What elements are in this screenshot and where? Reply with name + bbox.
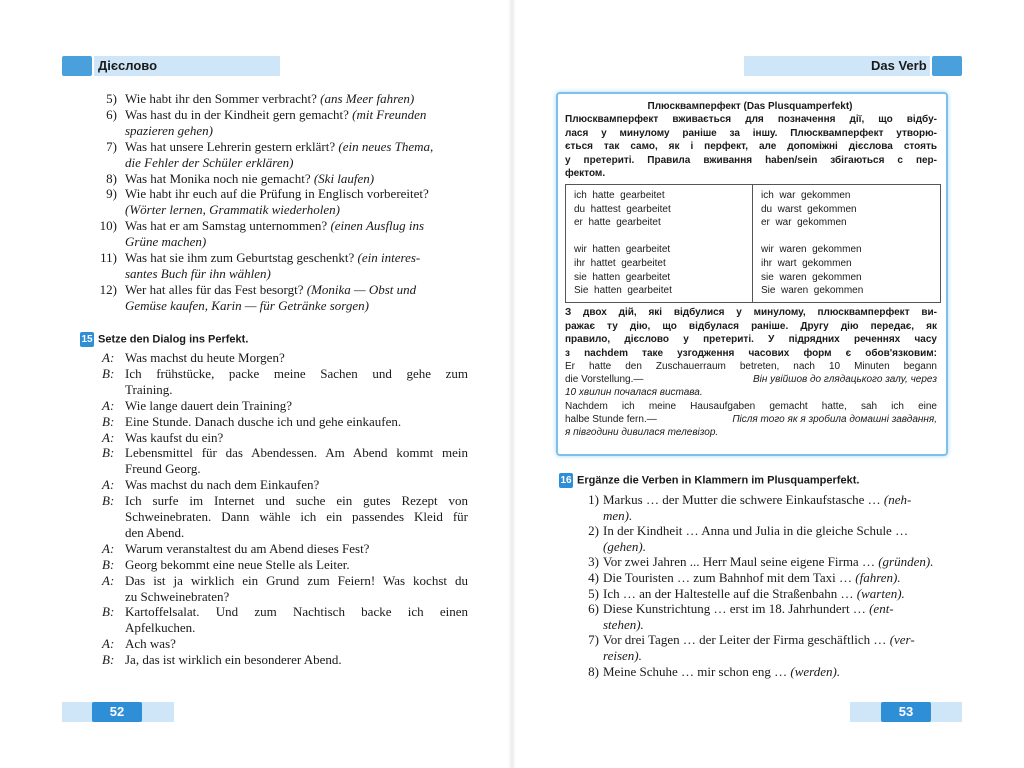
dialog-speaker: B: [102,493,115,509]
ex16-sentence: Meine Schuhe … mir schon eng … [603,663,791,679]
book-spine [508,0,516,768]
grammar-intro-line: у претериті. Правила вживання haben/sein збігаються с пер- [565,154,937,166]
ex16-verb-hint: (ver- [889,632,915,648]
ex14-question: Wie habt ihr den Sommer verbracht? [125,91,321,106]
ex16-item-line [588,601,894,617]
dialog-speaker: A: [102,350,115,365]
ex14-hint: (Monika — Obst und [306,281,417,297]
conjugation-sein-row: ich war gekommen [761,190,851,201]
dialog-speaker: B: [102,556,115,572]
ex14-hint: santes Buch für ihn wählen) [125,265,271,281]
ex16-verb-hint: (fahren). [855,570,901,585]
ex14-hint: (ein neues Thema, [338,138,434,154]
ex14-question: Was hat sie ihm zum Geburtstag geschenkt? [125,250,358,265]
header-title-right: Das Verb [871,58,927,73]
exercise-16-heading [559,473,859,488]
ex14-hint: (mit Freunden [352,106,427,122]
dialog-line: Ja, das ist wirklich ein besonderer Abend. [125,652,342,668]
ex14-item-line [100,250,421,266]
ex16-verb-hint: reisen). [603,648,642,663]
ex16-verb-hint: (gehen). [603,538,646,554]
ex16-sentence: In der Kindheit … Anna und Julia in die gleiche Schule … [603,523,909,539]
ex16-sentence: Die Touristen … zum Bahnhof mit dem Taxi … [603,570,856,585]
dialog-line: Ach was? [125,636,176,652]
grammar-box-title: Плюсквамперфект (Das Plusquamperfekt) [647,101,853,112]
ex14-hint: (Ski laufen) [313,170,375,186]
dialog-speaker: A: [102,429,115,445]
dialog-line: Was kaufst du ein? [125,429,224,445]
ex14-item-line [125,234,206,250]
ex16-item-line [588,554,934,570]
ex16-verb-hint: (gründen). [878,554,934,570]
ex16-item-number: 4) [588,570,599,585]
example-2-line-2 [565,413,937,426]
conjugation-haben-row: er hatte gearbeitet [574,217,661,229]
grammar-rule-line: правило, дієслово у претериті. У підрядних реченнях часу [565,334,937,346]
ex14-item-line [106,106,427,123]
conjugation-sein-row: er war gekommen [761,217,847,229]
example-1-line-3: 10 хвилин почалася вистава. [565,387,703,398]
dialog-line: Was machst du heute Morgen? [125,350,285,365]
dialog-line: Training. [125,381,173,397]
page-number-left: 52 [92,702,142,722]
ex14-item-line [106,91,415,107]
ex14-hint: Gemüse kaufen, Karin — für Getränke sorgen) [125,297,369,313]
dialog-line: Lebensmittel für das Abendessen. Am Abend kommt mein [125,445,468,461]
ex16-item-line [588,492,912,508]
grammar-rule-line: з nachdem таке узгодження часових форм є обов'язковим: [565,347,937,359]
ex16-item-line [603,617,644,633]
ex14-question: Wer hat alles für das Fest besorgt? [125,281,307,297]
ex16-verb-hint: men). [603,507,633,523]
dialog-speaker: A: [102,397,115,413]
dialog-speaker: B: [102,652,115,668]
conjugation-haben-row: sie hatten gearbeitet [574,271,671,283]
ex14-hint: (ans Meer fahren) [320,91,415,106]
ex16-sentence: Ich … an der Haltestelle auf die Straßenbahn … [603,585,857,601]
conjugation-table-divider [752,184,753,303]
conjugation-sein-row: wir waren gekommen [761,244,862,256]
dialog-line: zu Schweinebraten? [125,588,230,604]
ex14-question: Was hat unsere Lehrerin gestern erklärt? [125,138,339,154]
ex14-question: Was hast du in der Kindheit gern gemacht? [125,106,353,122]
header-tab-right [932,56,962,76]
ex16-item-line [588,523,909,539]
ex14-item-number: 7) [106,138,117,154]
ex14-item-number: 9) [106,186,117,202]
ex16-item-line [603,508,632,524]
ex14-item-number: 8) [106,170,117,186]
example-1-translation-start: Він увійшов до глядацького залу, через [752,374,937,385]
ex16-verb-hint: (werden). [790,663,841,679]
ex16-verb-hint: (ent- [869,601,894,617]
grammar-intro-line: Плюсквамперфект вживається для позначення дії, що відбу- [565,114,937,125]
ex16-sentence: Diese Kunstrichtung … erst im 18. Jahrhundert … [603,601,870,617]
header-title-left: Дієслово [98,58,158,73]
ex14-hint: (Wörter lernen, Grammatik wiederholen) [125,202,340,218]
dialog-line: Apfelkuchen. [125,620,196,636]
dialog-line: Freund Georg. [125,461,201,477]
ex16-item-line [603,648,642,664]
ex14-item-line [125,123,213,139]
example-1-german-end: die Vorstellung.— [565,374,644,385]
ex14-item-line [99,218,425,234]
ex14-question: Wie habt ihr euch auf die Prüfung in Englisch vorbereitet? [125,186,429,202]
ex14-item-number: 10) [99,218,117,234]
example-1-line-1: Er hatte den Zuschauerraum betreten, nach 10 Minuten begann [565,361,937,372]
dialog-line: Wie lange dauert dein Training? [125,397,292,413]
ex14-item-line [125,298,369,314]
exercise-16-number: 16 [560,475,572,486]
grammar-intro-line: ється так само, як і перфект, але допоміжні дієслова стоять [565,141,937,153]
ex14-item-number: 11) [100,250,117,265]
ex14-hint: (ein interes- [357,250,421,265]
ex14-item-line [106,186,429,202]
exercise-16-title: Ergänze die Verben in Klammern im Plusquamperfekt. [577,474,860,487]
conjugation-haben-row: du hattest gearbeitet [574,203,671,215]
ex16-sentence: Vor zwei Jahren ... Herr Maul seine eigene Firma … [603,554,879,570]
example-2-line-3: я півгодини дивилася телевізор. [565,427,719,438]
conjugation-haben-row: Sie hatten gearbeitet [574,285,672,297]
exercise-15-title: Setze den Dialog ins Perfekt. [98,333,249,346]
ex16-item-number: 8) [588,663,599,679]
dialog-speaker: A: [102,636,115,652]
grammar-intro-line: лася у минулому раніше за іншу. Плюсквамперфект утворю- [565,127,937,139]
dialog-speaker: B: [102,604,115,620]
dialog-line: Georg bekommt eine neue Stelle als Leiter. [125,556,350,572]
ex16-item-line [588,632,915,648]
ex16-verb-hint: (neh- [883,492,912,507]
example-2-line-1: Nachdem ich meine Hausaufgaben gemacht hatte, sah ich eine [565,401,937,412]
conjugation-sein-row: ihr wart gekommen [761,258,852,269]
ex14-hint: spazieren gehen) [125,122,213,138]
dialog-line: Warum veranstaltest du am Abend dieses Fest? [125,540,370,556]
ex14-item-number: 5) [106,91,117,106]
header-tab-left [62,56,92,76]
ex16-item-line [603,539,646,555]
dialog-speaker: A: [102,477,115,493]
dialog-line: Ich frühstücke, packe meine Sachen und gehe zum [125,365,468,381]
exercise-15-number: 15 [81,334,93,345]
ex14-item-number: 12) [99,281,117,297]
dialog-speaker: B: [102,445,115,461]
ex14-item-line [125,266,271,282]
ex14-item-number: 6) [106,106,117,122]
ex14-hint: die Fehler der Schüler erklären) [125,154,294,170]
example-2-german-end: halbe Stunde fern.— [565,414,657,425]
conjugation-haben-row: ich hatte gearbeitet [574,190,665,201]
ex16-item-number: 1) [588,492,599,507]
example-1-line-2 [565,373,937,386]
dialog-line: Kartoffelsalat. Und zum Nachtisch backe ich einen [125,604,468,620]
ex14-item-line [106,138,434,155]
ex14-hint: Grüne machen) [125,234,207,250]
page-number-right: 53 [881,702,931,722]
conjugation-haben-row: ihr hattet gearbeitet [574,258,666,269]
dialog-line: Was machst du nach dem Einkaufen? [125,477,320,493]
dialog-speaker: B: [102,365,115,381]
dialog-line: Das ist ja wirklich ein Grund zum Feiern! Was kochst du [125,572,468,588]
dialog-line: Schweinebraten. Dann wähle ich ein passendes Kleid für [125,509,468,524]
ex14-item-line [125,155,293,171]
dialog-line: Eine Stunde. Danach dusche ich und gehe einkaufen. [125,413,402,429]
dialog-speaker: B: [102,413,115,429]
conjugation-haben-row: wir hatten gearbeitet [574,244,671,256]
ex16-item-number: 7) [588,632,599,648]
ex16-item-number: 5) [588,585,599,601]
ex16-item-number: 6) [588,601,599,617]
example-2-translation-start: Після того як я зробила домашні завдання, [732,414,937,425]
ex16-item-number: 3) [588,554,599,570]
dialog-line: Ich surfe im Internet und suche ein gutes Rezept von [125,493,468,509]
ex14-item-line [99,281,417,298]
ex16-sentence: Vor drei Tagen … der Leiter der Firma geschäftlich … [603,632,890,648]
dialog-speaker: A: [102,540,115,556]
ex14-hint: (einen Ausflug ins [330,218,425,234]
ex16-sentence: Markus … der Mutter die schwere Einkaufstasche … [603,492,884,507]
ex14-question: Was hat Monika noch nie gemacht? [125,170,314,186]
ex14-question: Was hat er am Samstag unternommen? [125,218,331,234]
grammar-rule-line: З двох дій, які відбулися у минулому, плюсквамперфект ви- [565,307,937,318]
ex16-item-line [588,570,901,586]
exercise-15-heading [80,332,248,347]
ex16-verb-hint: (warten). [856,585,905,601]
conjugation-sein-row: Sie waren gekommen [761,285,864,297]
dialog-speaker: A: [102,572,115,588]
ex14-item-line [106,170,375,187]
conjugation-sein-row: du warst gekommen [761,203,857,215]
dialog-line: den Abend. [125,524,185,540]
ex16-item-number: 2) [588,523,599,539]
ex16-item-line [588,585,905,602]
ex16-verb-hint: stehen). [603,616,644,632]
grammar-rule-line: ражає ту дію, що відбулася раніше. Другу дію передає, як [565,320,937,332]
conjugation-sein-row: sie waren gekommen [761,271,862,283]
ex14-item-line [125,202,340,218]
ex16-item-line [588,663,841,680]
grammar-intro-line: фектом. [565,168,606,180]
